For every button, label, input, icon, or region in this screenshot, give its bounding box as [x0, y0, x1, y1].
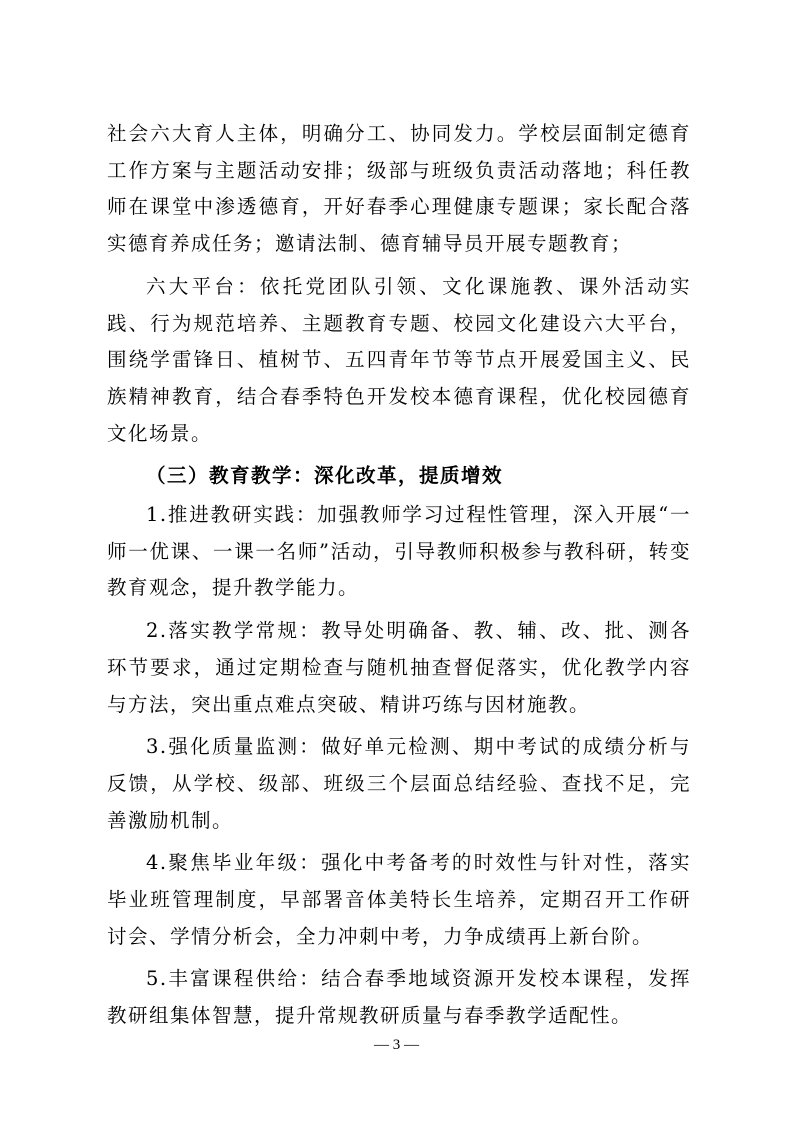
section-heading: （三）教育教学：深化改革，提质增效: [146, 464, 504, 488]
list-item-3: 3.强化质量监测：做好单元检测、期中考试的成绩分析与反馈，从学校、级部、班级三个层面总结经验、查找不足，完善激励机制。: [107, 735, 691, 832]
page-number: — 3 —: [374, 1037, 419, 1053]
paragraph-continuation: 社会六大育人主体，明确分工、协同发力。学校层面制定德育工作方案与主题活动安排；级部与班级负责活动落地；科任教师在课堂中渗透德育，开好春季心理健康专题课；家长配合落实德育养成任务；邀请法制、德育辅导员开展专题教育；: [107, 122, 691, 256]
list-item-4: 4.聚焦毕业年级：强化中考备考的时效性与针对性，落实毕业班管理制度，早部署音体美特长生培养，定期召开工作研讨会、学情分析会，全力冲刺中考，力争成绩再上新台阶。: [107, 851, 691, 948]
list-item-2: 2.落实教学常规：教导处明确备、教、辅、改、批、测各环节要求，通过定期检查与随机抽查督促落实，优化教学内容与方法，突出重点难点突破、精讲巧练与因材施教。: [107, 619, 691, 716]
document-body: [107, 116, 691, 1035]
paragraph-six-platforms: 六大平台：依托党团队引领、文化课施教、课外活动实践、行为规范培养、主题教育专题、校园文化建设六大平台，围绕学雷锋日、植树节、五四青年节等节点开展爱国主义、民族精神教育，结合春季特色开发校本德育课程，优化校园德育文化场景。: [107, 274, 691, 445]
list-item-5: 5.丰富课程供给：结合春季地域资源开发校本课程，发挥教研组集体智慧，提升常规教研质量与春季教学适配性。: [107, 967, 691, 1028]
list-item-1: 1.推进教研实践：加强教师学习过程性管理，深入开展“一师一优课、一课一名师”活动，引导教师积极参与教科研，转变教育观念，提升教学能力。: [107, 503, 691, 600]
